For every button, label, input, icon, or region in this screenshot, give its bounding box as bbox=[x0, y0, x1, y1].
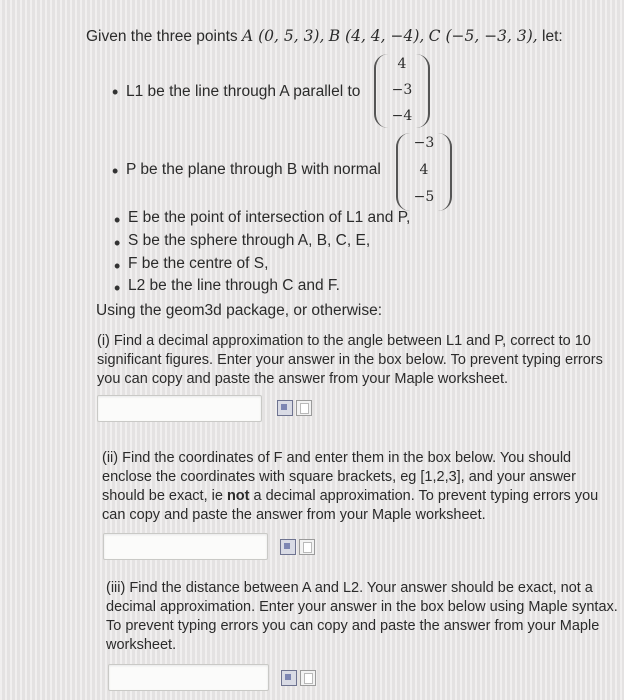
question-3-text bbox=[106, 579, 618, 655]
equation-editor-icon[interactable] bbox=[281, 670, 297, 686]
bullet-icon: • bbox=[114, 278, 121, 298]
question-2-answer-input[interactable] bbox=[103, 533, 268, 560]
vector-entry: −4 bbox=[391, 108, 413, 124]
p-normal-vector bbox=[396, 133, 452, 211]
vector-entry: −3 bbox=[391, 82, 413, 98]
equation-editor-icon[interactable] bbox=[280, 539, 296, 555]
vector-entry: −3 bbox=[413, 135, 435, 151]
l1-definition: L1 be the line through A parallel to bbox=[126, 83, 361, 100]
question-1-prefix: (i) Find a decimal approximation to the angle between L1 and P, correct to 10 significant figures. Enter your answer in the box below. To prevent typing errors you can copy and paste the answer from your Maple worksheet. bbox=[97, 333, 603, 387]
l1-direction-vector bbox=[374, 54, 430, 128]
question-1-answer-input[interactable] bbox=[97, 395, 262, 422]
vector-entry: 4 bbox=[419, 162, 429, 178]
bullet-icon: • bbox=[114, 210, 121, 230]
point-b: B (4, 4, −4), bbox=[328, 27, 425, 45]
preview-icon[interactable] bbox=[300, 670, 316, 686]
bullet-icon: • bbox=[112, 82, 119, 102]
question-3-prefix: (iii) Find the distance between A and L2. Your answer should be exact, not a decimal approximation. Enter your answer in the box below using Maple syntax. To prevent typing errors you can copy and paste the answer from your Maple worksheet. bbox=[106, 580, 618, 653]
question-3-answer-input[interactable] bbox=[108, 664, 269, 691]
intro-suffix: let: bbox=[542, 28, 563, 45]
preview-icon[interactable] bbox=[296, 400, 312, 416]
definition-item: F be the centre of S, bbox=[128, 255, 269, 272]
definition-item: L2 be the line through C and F. bbox=[128, 277, 340, 294]
vector-entry: −5 bbox=[413, 189, 435, 205]
definition-item: S be the sphere through A, B, C, E, bbox=[128, 232, 371, 249]
bullet-icon: • bbox=[114, 256, 121, 276]
intro-line bbox=[86, 27, 563, 46]
intro-prefix: Given the three points bbox=[86, 28, 238, 45]
definition-item: E be the point of intersection of L1 and P, bbox=[128, 209, 411, 226]
instruction-text: Using the geom3d package, or otherwise: bbox=[96, 302, 383, 319]
preview-icon[interactable] bbox=[299, 539, 315, 555]
question-2-prefix: (ii) Find the coordinates of F and enter them in the box below. You should enclose the coordinates with square brackets, eg [1,2,3], and your answer should be exact, ie bbox=[102, 450, 576, 504]
bullet-icon: • bbox=[114, 233, 121, 253]
equation-editor-icon[interactable] bbox=[277, 400, 293, 416]
point-a: A (0, 5, 3), bbox=[241, 27, 325, 45]
question-2-suffix: a decimal approximation. To prevent typing errors you can copy and paste the answer from your Maple worksheet. bbox=[102, 488, 599, 523]
question-2-bold: not bbox=[226, 488, 250, 504]
p-definition: P be the plane through B with normal bbox=[126, 161, 381, 178]
question-2-text bbox=[102, 449, 620, 525]
point-c: C (−5, −3, 3), bbox=[428, 27, 538, 45]
bullet-icon: • bbox=[112, 161, 119, 181]
question-1-text bbox=[97, 332, 621, 389]
vector-entry: 4 bbox=[397, 56, 407, 72]
